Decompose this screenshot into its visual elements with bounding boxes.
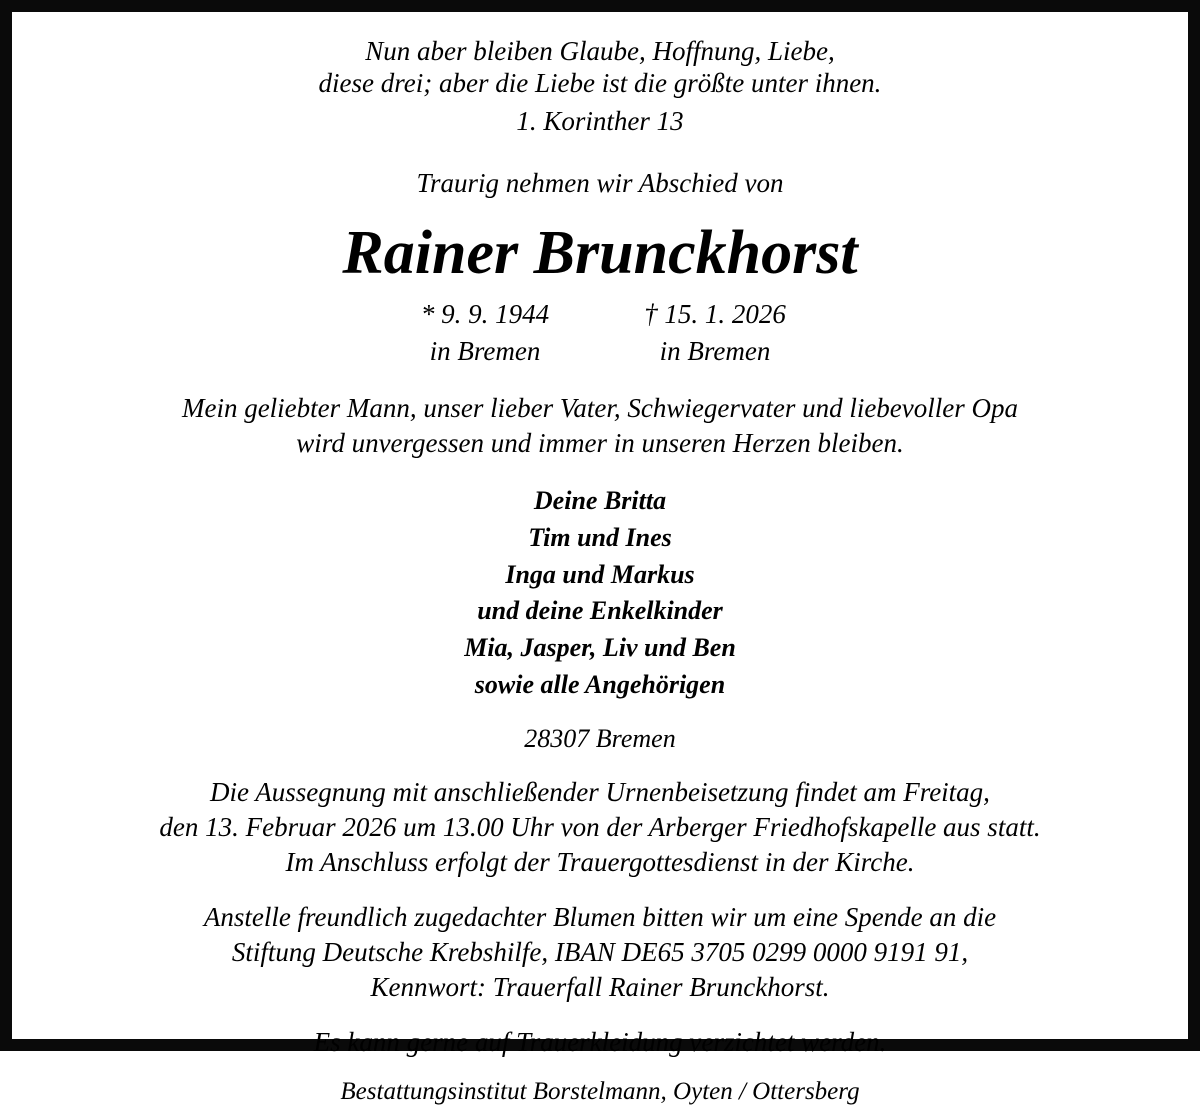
tribute-line-2: wird unvergessen und immer in unseren Herzen bleiben. xyxy=(296,427,904,458)
family-line: Mia, Jasper, Liv und Ben xyxy=(464,633,736,663)
family-line: sowie alle Angehörigen xyxy=(474,670,726,700)
bible-verse-line-1: Nun aber bleiben Glaube, Hoffnung, Liebe, xyxy=(365,36,835,66)
family-line: und deine Enkelkinder xyxy=(477,596,723,626)
family-list xyxy=(464,483,736,704)
tribute-line-1: Mein geliebter Mann, unser lieber Vater, Schwiegervater und liebevoller Opa xyxy=(181,392,1019,423)
obituary-card xyxy=(12,12,1188,1106)
death-block xyxy=(600,299,830,367)
death-place: in Bremen xyxy=(659,335,771,366)
intro-text: Traurig nehmen wir Abschied von xyxy=(416,167,784,198)
donation-line-1: Anstelle freundlich zugedachter Blumen bitten wir um eine Spende an die xyxy=(203,902,997,933)
ceremony-line-1: Die Aussegnung mit anschließender Urnenbeisetzung findet am Freitag, xyxy=(210,776,990,807)
ceremony-line-3: Im Anschluss erfolgt der Trauergottesdienst in der Kirche. xyxy=(285,847,915,878)
funeral-home: Bestattungsinstitut Borstelmann, Oyten / Ottersberg xyxy=(340,1078,860,1106)
donation-line-3: Kennwort: Trauerfall Rainer Brunckhorst. xyxy=(370,972,830,1003)
dress-code-note: Es kann gerne auf Trauerkleidung verzichtet werden. xyxy=(313,1027,887,1058)
bible-verse xyxy=(319,36,882,100)
deceased-name: Rainer Brunckhorst xyxy=(342,219,858,288)
ceremony-line-2: den 13. Februar 2026 um 13.00 Uhr von der Arberger Friedhofskapelle aus statt. xyxy=(159,811,1041,842)
death-date: † 15. 1. 2026 xyxy=(644,298,786,329)
family-line: Inga und Markus xyxy=(505,559,695,589)
family-line: Deine Britta xyxy=(533,485,667,515)
city-line: 28307 Bremen xyxy=(524,724,676,754)
family-line: Tim und Ines xyxy=(528,522,672,552)
bible-verse-source: 1. Korinther 13 xyxy=(516,105,684,136)
birth-date: * 9. 9. 1944 xyxy=(420,298,550,329)
ceremony-details xyxy=(159,775,1040,880)
life-dates xyxy=(370,299,830,367)
donation-line-2: Stiftung Deutsche Krebshilfe, IBAN DE65 3705 0299 0000 9191 91, xyxy=(231,937,969,968)
tribute-text xyxy=(182,391,1018,461)
birth-place: in Bremen xyxy=(429,335,541,366)
bible-verse-line-2: diese drei; aber die Liebe ist die größte unter ihnen. xyxy=(318,67,882,98)
donation-request xyxy=(204,900,996,1005)
birth-block xyxy=(370,299,600,367)
